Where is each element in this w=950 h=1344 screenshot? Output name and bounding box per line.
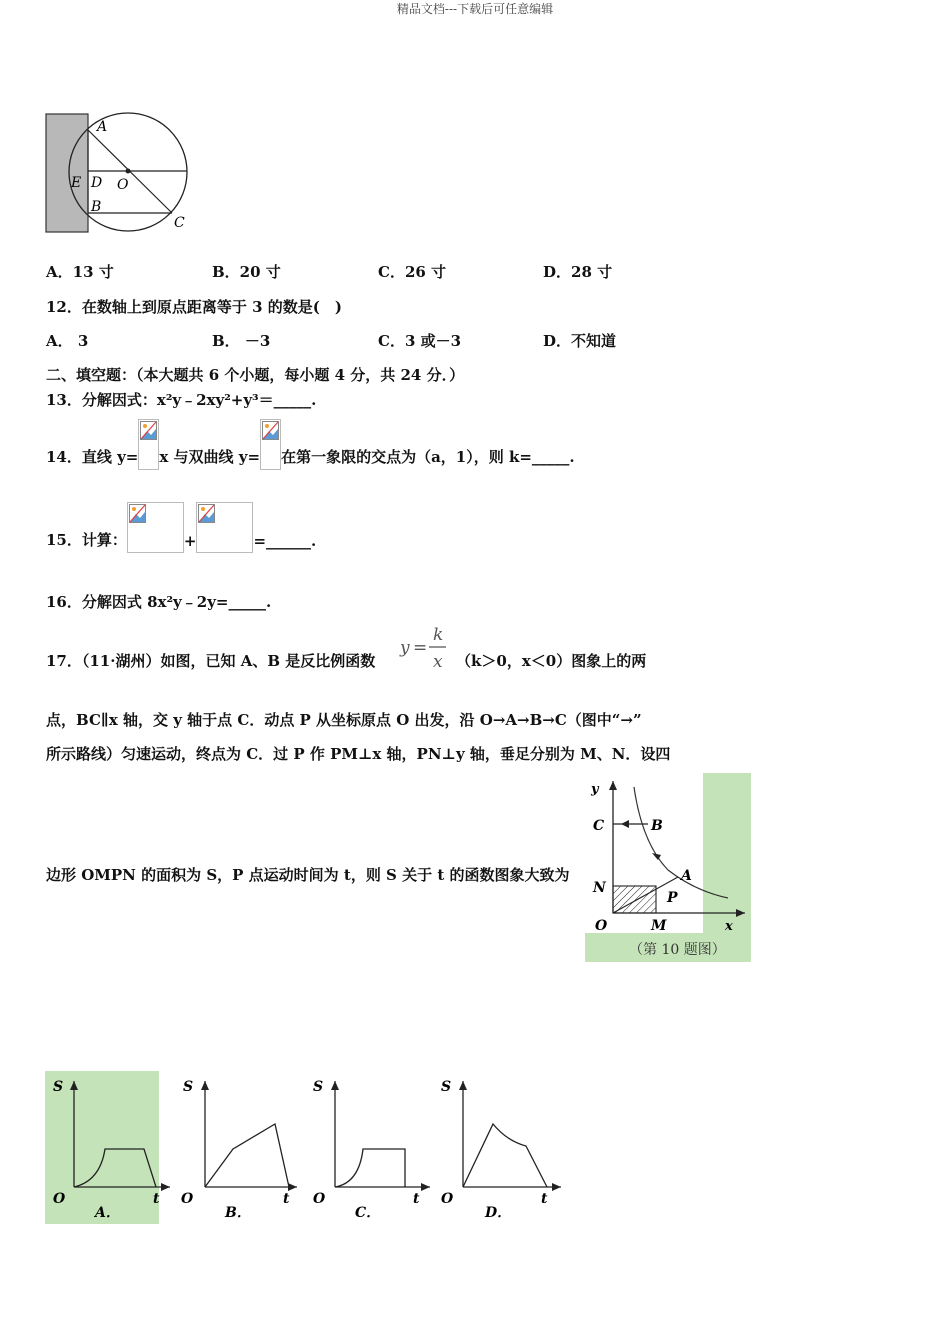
graph-b[interactable] <box>181 1079 297 1221</box>
formula-den: x <box>433 652 443 672</box>
label-o: O <box>117 177 129 193</box>
q17-text-1a: 17．（11·湖州）如图，已知 A、B 是反比例函数 <box>46 652 376 670</box>
fig10-label-b: B <box>651 818 663 834</box>
graph-c[interactable] <box>313 1079 430 1221</box>
q16-text: 16．分解因式 8x²y﹣2y=_____. <box>46 593 272 611</box>
q14-text-b: x 与双曲线 y= <box>159 448 261 466</box>
graph-a-o-label: O <box>53 1191 66 1207</box>
answer-graphs <box>45 1071 575 1224</box>
graph-d-o-label: O <box>441 1191 454 1207</box>
fig10-label-o: O <box>595 918 608 934</box>
q17-figure <box>585 773 751 962</box>
q15-line <box>46 502 316 553</box>
q15-text-a: 15．计算： <box>46 531 127 549</box>
wall-rect <box>46 114 88 232</box>
q12-option-d[interactable]: D．不知道 <box>543 332 617 350</box>
q15-text-c: =______. <box>253 532 317 550</box>
label-b: B <box>91 199 102 215</box>
formula-y: y <box>400 638 410 658</box>
q11-option-b[interactable]: B．20 寸 <box>212 263 281 281</box>
fig10-label-n: N <box>593 880 606 896</box>
fig10-caption: （第 10 题图） <box>629 942 726 958</box>
q13-text: 13．分解因式：x²y﹣2xy²+y³＝_____. <box>46 391 317 409</box>
q15-text-b: + <box>183 532 197 550</box>
broken-image-icon <box>260 419 281 470</box>
page-header: 精品文档---下载后可任意编辑 <box>396 2 554 16</box>
fig10-label-c: C <box>593 818 605 834</box>
circle-wall-figure <box>40 105 200 240</box>
formula-num: k <box>433 625 444 645</box>
graph-d-s-label: S <box>441 1079 452 1095</box>
graph-b-o-label: O <box>181 1191 194 1207</box>
fig10-label-x: x <box>725 919 733 934</box>
q12-option-c[interactable]: C．3 或－3 <box>378 332 462 350</box>
q17-text-2: 点，BC∥x 轴，交 y 轴于点 C．动点 P 从坐标原点 O 出发，沿 O→A→B→C（图中“→” <box>46 711 642 729</box>
label-d: D <box>91 175 103 191</box>
label-e: E <box>71 175 82 191</box>
q14-text-a: 14．直线 y= <box>46 448 139 466</box>
graph-a-letter: A． <box>95 1205 120 1221</box>
graph-c-o-label: O <box>313 1191 326 1207</box>
q12-option-a[interactable]: A． 3 <box>46 332 89 350</box>
q17-text-3: 所示路线）匀速运动，终点为 C．过 P 作 PM⊥x 轴，PN⊥y 轴，垂足分别为 M、N．设四 <box>46 745 671 763</box>
graph-d-t-label: t <box>541 1191 548 1207</box>
graph-a-s-label: S <box>53 1079 64 1095</box>
q17-text-1b: （k＞0，x＜0）图象上的两 <box>456 652 647 670</box>
section-2-heading: 二、填空题：（本大题共 6 个小题，每小题 4 分，共 24 分．） <box>46 366 465 384</box>
graph-b-t-label: t <box>283 1191 290 1207</box>
broken-image-icon <box>196 502 253 553</box>
q14-line <box>46 418 575 470</box>
fig10-label-p: P <box>667 890 678 906</box>
broken-image-icon <box>138 419 159 470</box>
graph-d[interactable] <box>441 1079 561 1221</box>
label-a: A <box>97 119 108 135</box>
q11-option-c[interactable]: C．26 寸 <box>378 263 447 281</box>
fig10-label-a: A <box>681 868 692 884</box>
fig10-label-y: y <box>591 782 599 797</box>
graph-d-letter: D． <box>485 1205 512 1221</box>
q12-option-b[interactable]: B． －3 <box>212 332 271 350</box>
graph-c-t-label: t <box>413 1191 420 1207</box>
graph-b-s-label: S <box>183 1079 194 1095</box>
q12-stem: 12．在数轴上到原点距离等于 3 的数是( ) <box>46 298 342 316</box>
graph-c-letter: C． <box>355 1205 381 1221</box>
broken-image-icon <box>127 502 184 553</box>
q11-option-a[interactable]: A．13 寸 <box>46 263 114 281</box>
graph-c-s-label: S <box>313 1079 324 1095</box>
q14-text-c: 在第一象限的交点为（a，1），则 k=_____. <box>281 448 575 466</box>
graph-b-letter: B． <box>225 1205 251 1221</box>
formula-eq: = <box>413 638 428 658</box>
graph-a-t-label: t <box>153 1191 160 1207</box>
q11-option-d[interactable]: D．28 寸 <box>543 263 613 281</box>
label-c: C <box>174 215 185 231</box>
fig10-label-m: M <box>651 918 667 934</box>
q17-formula <box>398 622 450 674</box>
q17-text-4: 边形 OMPN 的面积为 S，P 点运动时间为 t，则 S 关于 t 的函数图象大致为 <box>46 866 570 884</box>
